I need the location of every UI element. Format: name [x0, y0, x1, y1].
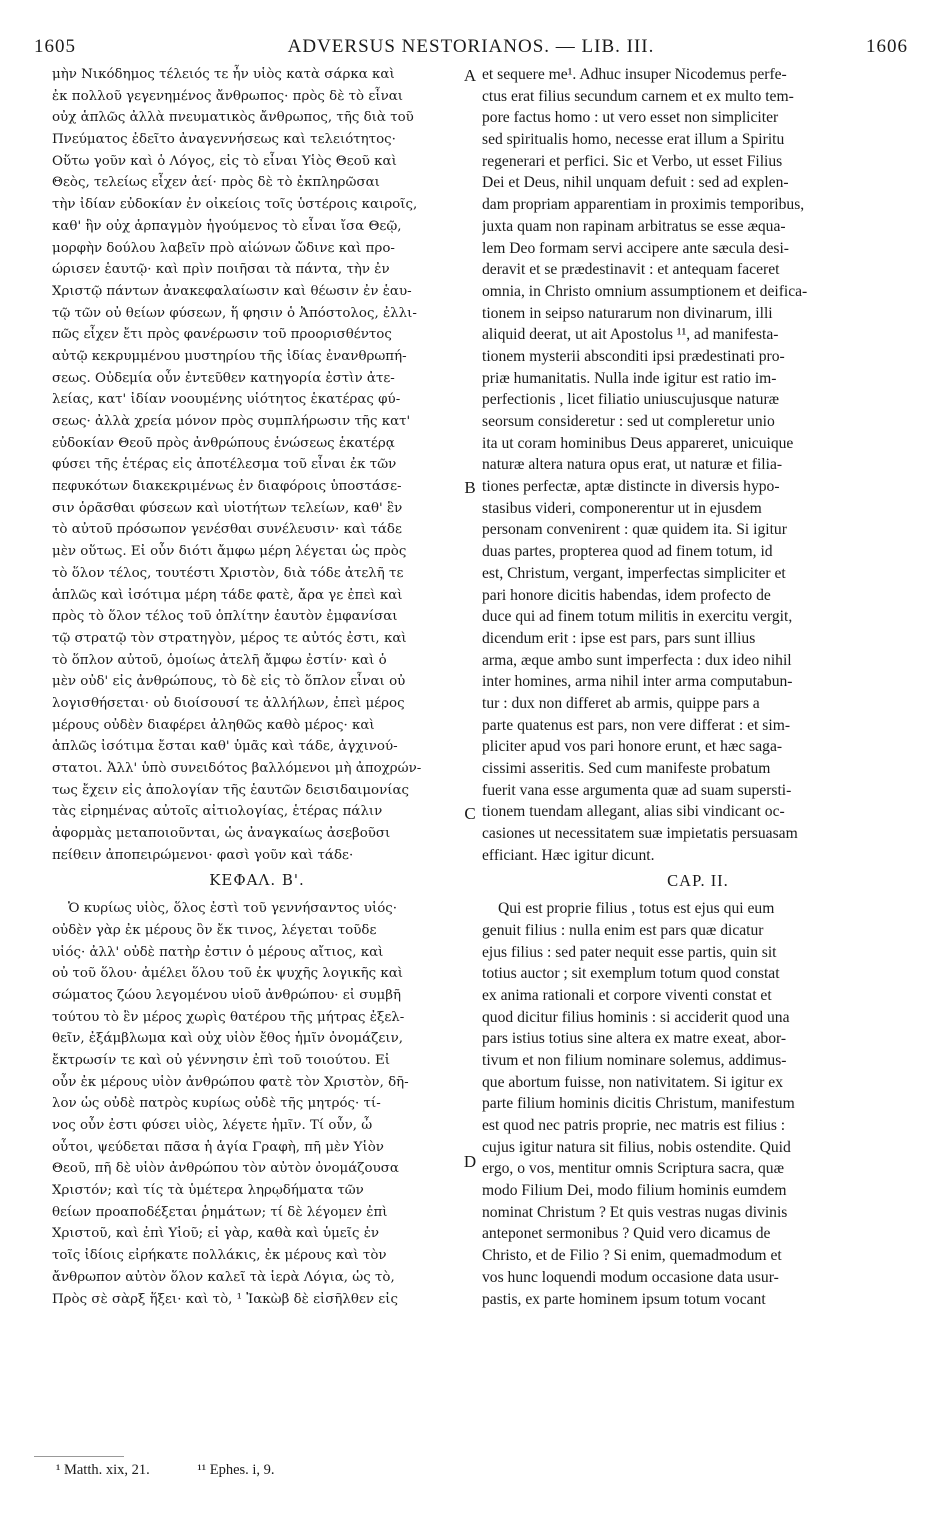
greek-text-line: ώρισεν ἑαυτῷ· καὶ πρὶν ποιῆσαι τὰ πάντα, τὴν ἐν [52, 262, 390, 278]
latin-text-line: tionem mysterii absconditi ipsi prædestinati pro- [482, 347, 785, 365]
latin-text-line: parte filium hominis dicitis Christum, manifestum [482, 1095, 795, 1113]
greek-text-line: μὲν οὐδ' εἰς ἀνθρώπους, τὸ δὲ εἰς τὸ ὅπλον εἶναι οὐ [52, 674, 406, 690]
latin-text-line: que abortum fuisse, non nativitatem. Si igitur ex [482, 1073, 783, 1091]
greek-text-line: νος οὖν ἐστι φύσει υἱὸς, λέγετε ἡμῖν. Τί οὖν, ὦ [52, 1118, 373, 1133]
latin-text-line: duas partes, propterea quod ad finem totum, id [482, 543, 773, 561]
greek-text-line: οὖν ἐκ μέρους υἱὸν ἀνθρώπου φατὲ τὸν Χριστὸν, δῆ- [52, 1074, 409, 1090]
latin-text-line: nominat Christum ? Et quis vestras nugas divinis [482, 1203, 788, 1221]
greek-text-line: σώματος ζώου λεγομένου υἱοῦ ἀνθρώπου· εἰ συμβῆ [52, 987, 401, 1003]
latin-text-line: ergo, o vos, mentitur omnis Scriptura sacra, quæ [482, 1160, 785, 1178]
greek-text-line: μορφὴν δούλου λαβεῖν πρὸ αἰώνων ὤδινε καὶ προ- [52, 240, 395, 256]
greek-text-line: στατοι. Ἀλλ' ὑπὸ συνειδότος βαλλόμενοι μὴ ἀποχρών- [52, 761, 422, 776]
greek-text-line: ἄνθρωπον αὐτὸν ὅλον καλεῖ τὰ ἱερὰ Λόγια, ὡς τὸ, [52, 1269, 395, 1285]
latin-text-line: est quod nec patris proprie, nec matris est filius : [482, 1117, 786, 1134]
greek-text-line: τὸ ὅλον τέλος, τουτέστι Χριστὸν, διὰ τόδε ἀτελῆ τε [52, 565, 404, 581]
greek-text-line: Πρὸς σὲ σὰρξ ἥξει· καὶ τὸ, ¹ Ἰακὼβ δὲ εἰσῆλθεν εἰς [52, 1291, 398, 1307]
running-header [34, 36, 908, 62]
greek-text-line: υἱός· ἀλλ' οὐδὲ πατὴρ ἐστιν ὁ μέρους αἴτιος, καὶ [52, 944, 384, 960]
greek-text-line: μὲν οὕτως. Εἰ οὖν διότι ἄμφω μέρη λέγεται ὡς πρὸς [52, 544, 407, 560]
greek-text-line: λείας, κατ' ἰδίαν νοουμένης υἱότητος ἑκατέρας φύ- [52, 392, 401, 408]
greek-text-line: Θεὸς, τελείως εἶχεν ἀεί· πρὸς δὲ τὸ ἐκπληρῶσαι [52, 175, 380, 191]
greek-text-line: τως ἔχειν εἰς ἀπολογίαν τῆς ἑαυτῶν δεισιδαιμονίας [52, 782, 410, 798]
greek-text-line: λον ὡς οὐδὲ πατρὸς κυρίως οὐδὲ τῆς μητρός· τί- [52, 1096, 381, 1112]
latin-text-line: duce qui ad finem totum militis in exercitu vergit, [482, 608, 793, 626]
latin-text-line: regenerari et perfici. Sic et Verbo, ut esset Filius [482, 152, 783, 170]
latin-text-line: juxta quam non rapinam arbitratus se esse æqua- [482, 217, 786, 235]
greek-text-line: οὐχ ἁπλῶς ἀλλὰ πνευματικὸς ἄνθρωπος, τῆς διὰ τοῦ [52, 110, 414, 126]
latin-text-line: aliquid deerat, ut ait Apostolus ¹¹, ad manifesta- [482, 326, 779, 344]
greek-text-line: τοῖς ἰδίοις εἰρήκατε πολλάκις, ἐκ μέρους καὶ τὸν [52, 1248, 387, 1264]
greek-text-line: Χριστόν; καὶ τίς τὰ ὑμέτερα ληρῳδήματα τῶν [52, 1183, 364, 1199]
latin-text-line: et sequere me¹. Adhuc insuper Nicodemus perfe- [482, 66, 787, 83]
greek-text-line: ἁπλῶς ἰσότιμα ἔσται καθ' ὑμᾶς καὶ τάδε, ἀγχινού- [52, 739, 398, 755]
greek-text-line: λογισθήσεται· οὐ διοίσουσί τε ἀλλήλων, ἐπεὶ μέρος [52, 695, 405, 711]
greek-text-line: αὐτῷ κεκρυμμένου μυστηρίου τῆς ἰδίας ἐνανθρωπή- [52, 348, 407, 364]
latin-text-line: ex anima rationali et corpore viventi constat et [482, 986, 772, 1004]
latin-text-line: deravit et se prædestinavit : et antequam faceret [482, 261, 780, 279]
page-number-right: 1606 [866, 36, 908, 57]
latin-text-line: tur : dux non differet ab armis, quippe pars a [482, 694, 760, 712]
latin-text-line: naturæ altera natura opus erat, ut naturæ et filia- [482, 456, 783, 474]
latin-text-line: tiones perfectæ, aptæ distincte in diversis hypo- [482, 478, 780, 496]
latin-text-line: quod dicitur filius hominis : si acciderit quod una [482, 1008, 790, 1026]
latin-text-line: ita ut coram hominibus Deus appareret, unicuique [482, 434, 794, 452]
latin-text-line: Qui est proprie filius , totus est ejus qui eum [498, 900, 775, 918]
latin-text-line: personam convenirent : quæ quidem ita. Si igitur [482, 521, 787, 539]
latin-text-line: ejus filius : sed pater nequit esse partis, quin sit [482, 943, 777, 961]
latin-text-line: tionem tuendam allegant, alias sibi vindicant oc- [482, 803, 785, 821]
margin-marker-b: B [464, 478, 476, 497]
greek-column [52, 64, 462, 1310]
latin-text-line: casiones ut necessitatem suæ impietatis persuasam [482, 825, 798, 843]
margin-marker-c: C [464, 804, 476, 823]
greek-text-line: τούτου τὸ ἓν μέρος χωρὶς θατέρου τῆς μήτρας ἐξελ- [52, 1009, 405, 1025]
greek-text-line: πρὸς τὸ ὅλον τέλος τοῦ ὁπλίτην ἑαυτὸν ἐμφανίσαι [52, 609, 398, 625]
greek-text-line: ἔκτρωσίν τε καὶ οὐ γέννησιν ἐπὶ τοῦ τοιούτου. Εἰ [52, 1052, 390, 1068]
greek-text-line: Πνεύματος ἐδεῖτο ἀναγεννήσεως καὶ τελειότητος· [52, 132, 396, 148]
latin-column [482, 64, 914, 1310]
latin-text-line: omnia, in Christo omnium assumptionem et deifica- [482, 282, 808, 300]
latin-text-line: parte quatenus est pars, non vere differat : et sim- [482, 716, 791, 734]
latin-text-line: genuit filius : nulla enim est pars quæ dicatur [482, 921, 764, 939]
greek-text-line: Χριστοῦ, καὶ ἐπὶ Υἱοῦ; εἰ γὰρ, καθὰ καὶ ὑμεῖς ἐν [52, 1226, 380, 1242]
greek-text-line: μὴν Νικόδημος τέλειός τε ἦν υἱὸς κατὰ σάρκα καὶ [52, 67, 395, 82]
greek-text-line: σεως· ἀλλὰ χρεία μόνον πρὸς συμπλήρωσιν τῆς κατ' [52, 414, 411, 429]
greek-text-line: τῷ τῶν οὐ θείων φύσεων, ἥ φησιν ὁ Ἀπόστολος, ἐλλι- [52, 305, 417, 321]
greek-text-line: Ὁ κυρίως υἱὸς, ὅλος ἐστὶ τοῦ γεννήσαντος υἱός· [68, 901, 398, 917]
latin-text-line: tionem in seipso naturarum non divinarum, illi [482, 304, 773, 322]
latin-text-line: efficiant. Hæc igitur dicunt. [482, 846, 655, 864]
latin-text-line: dicendum erit : ipse est pars, pars sunt illius [482, 629, 756, 647]
margin-marker-d: D [463, 1152, 477, 1171]
greek-text-line: φύσει τῆς ἑτέρας εἰς ἀποτέλεσμα τοῦ εἶναι ἐκ τῶν [52, 457, 397, 473]
greek-text-line: πῶς εἶχεν ἔτι πρὸς φανέρωσιν τοῦ προορισθέντος [52, 327, 392, 343]
running-title: ADVERSUS NESTORIANOS. — LIB. III. [287, 36, 655, 57]
greek-text-line: σεως. Οὐδεμία οὖν ἐντεῦθεν κατηγορία ἐστὶν ἀτε- [52, 370, 395, 386]
latin-text-line: arma, æque ambo sunt imperfecta : dux ideo nihil [482, 651, 792, 669]
greek-text-line: θείων προαποδέξεται ῥημάτων; τί δὲ λέγομεν ἐπὶ [52, 1204, 388, 1220]
latin-text-line: pars istius totius sine altera ex matre exeat, abor- [482, 1030, 787, 1048]
latin-text-line: tivum et non filium nominare solemus, addimus- [482, 1051, 787, 1069]
greek-text-line: τῷ στρατῷ τὸν στρατηγὸν, μέρος τε αὐτός ἐστι, καὶ [52, 630, 407, 646]
latin-text-line: pari honore dicitis habendas, idem profecto de [482, 586, 771, 604]
latin-text-line: stasibus videri, componerentur ut in ejusdem [482, 499, 762, 517]
latin-text-line: seorsum consideretur : sed ut compleretur unio [482, 413, 775, 430]
latin-text-line: pliciter apud vos pari honore erunt, et hæc saga- [482, 738, 783, 756]
latin-text-line: cissimi asseritis. Sed cum manifeste probatum [482, 760, 771, 777]
latin-text-line: dam propriam apparentiam in proximis temporibus, [482, 196, 805, 214]
latin-text-line: Dei et Deus, nihil unquam defuit : sed ad explen- [482, 174, 789, 192]
latin-text-line: perfectionis , licet filiatio uniuscujusque naturæ [482, 391, 780, 409]
greek-text-line: σιν ὁρᾶσθαι φύσεων καὶ υἱοτήτων τελείων, καθ' ἓν [52, 500, 403, 516]
greek-text-line: ἐκ πολλοῦ γεγενημένος ἄνθρωπος· πρὸς δὲ τὸ εἶναι [52, 88, 404, 104]
greek-text-line: μέρους οὐδὲν διαφέρει ἀληθῶς καθὸ μέρος· καὶ [52, 717, 375, 733]
latin-text-line: anteponet sermonibus ? Quid vero dicamus de [482, 1225, 771, 1243]
greek-text-line: οὗτοι, ψεύδεται πᾶσα ἡ ἁγία Γραφὴ, πῆ μὲν Υἱὸν [52, 1139, 384, 1155]
footnote-2: ¹¹ Ephes. i, 9. [197, 1462, 275, 1478]
latin-text-line: priæ humanitatis. Nulla inde igitur est ratio im- [482, 369, 777, 387]
footnote-separator [34, 1456, 124, 1457]
latin-text-line: lem Deo formam servi accipere ante sæcula desi- [482, 239, 789, 257]
greek-text-line: οὐδὲν γὰρ ἐκ μέρους ὂν ἔκ τινος, λέγεται τοῦδε [52, 922, 377, 938]
footnotes [56, 1462, 556, 1479]
greek-text-line: εὐδοκίαν Θεοῦ πρὸς ἀνθρώπους ἑνώσεως ἑκατέρᾳ [52, 435, 395, 451]
greek-text-line: ἀφορμὰς μεταποιοῦνται, ὡς ἀναγκαίως ἀσεβοῦσι [52, 826, 391, 842]
latin-chapter-heading: CAP. II. [667, 871, 729, 891]
greek-chapter-heading: ΚΕΦΑΛ. Β'. [209, 871, 305, 890]
greek-text-line: οὐ τοῦ ὅλου· ἀμέλει ὅλου τοῦ ἐκ ψυχῆς λογικῆς καὶ [52, 966, 404, 982]
greek-text-line: καθ' ἣν οὐχ ἁρπαγμὸν ἡγούμενος τὸ εἶναι ἴσα Θεῷ, [52, 218, 402, 234]
latin-text-line: vos hunc loquendi modum occasione data usur- [482, 1268, 779, 1286]
latin-text-line: pore factus homo : ut vero esset non simpliciter [482, 109, 779, 127]
greek-text-line: θεῖν, ἐξάμβλωμα καὶ οὐχ υἱὸν ἔθος ἡμῖν ὀνομάζειν, [52, 1031, 403, 1047]
greek-text-line: τὰς εἰρημένας αὐτοῖς αἰτιολογίας, ἑτέρας πάλιν [52, 804, 383, 820]
footnote-1: ¹ Matth. xix, 21. [56, 1462, 150, 1478]
greek-text-line: Χριστῷ πάντων ἀνακεφαλαίωσιν καὶ θέωσιν ἐν ἑαυ- [52, 283, 412, 299]
greek-text-line: τὸ αὐτοῦ πρόσωπον γενέσθαι συνέλευσιν· καὶ τάδε [52, 522, 402, 538]
latin-text-line: inter homines, arma nihil inter arma computabun- [482, 673, 793, 691]
latin-text-line: cujus igitur natura sit filius, nobis ostendite. Quid [482, 1138, 791, 1156]
greek-text-line: τὸ ὅπλον αὐτοῦ, ὁμοίως ἀτελῆ ἄμφω ἐστίν· καὶ ὁ [52, 652, 387, 668]
margin-marker-a: A [463, 66, 477, 85]
latin-text-line: est, Christum, vergant, imperfectas simpliciter et [482, 564, 786, 582]
latin-text-line: Christo, et de Filio ? Si enim, quemadmodum et [482, 1247, 782, 1265]
greek-text-line: ἁπλῶς καὶ ἰσότιμα μέρη τάδε φατὲ, ἄρα γε ἐπεὶ καὶ [52, 587, 403, 603]
greek-text-line: πεφυκότων διακεκριμένως ἐν διαφόροις ὑποστάσε- [52, 479, 402, 495]
latin-text-line: sed spiritualis homo, necesse erat illum a Spiritu [482, 131, 785, 149]
latin-text-line: ctus erat filius secundum carnem et ex multo tem- [482, 87, 794, 105]
latin-text-line: totius auctor ; sit exemplum totum quod constat [482, 965, 780, 983]
page-number-left: 1605 [34, 36, 76, 57]
greek-text-line: τὴν ἰδίαν εὐδοκίαν ἐν οἰκείοις τοῖς ὑστέροις καιροῖς, [52, 197, 418, 213]
latin-text-line: fuerit vana esse argumenta quæ ad suam supersti- [482, 781, 792, 799]
latin-text-line: pastis, ex parte hominem ipsum totum vocant [482, 1290, 766, 1308]
greek-text-line: πείθειν ἀποπειρώμενοι· φασὶ γοῦν καὶ τάδε· [52, 847, 354, 863]
greek-text-line: Θεοῦ, πῆ δὲ υἱὸν ἀνθρώπου τὸν αὐτὸν ὀνομάζουσα [52, 1161, 399, 1177]
greek-text-line: Οὕτω γοῦν καὶ ὁ Λόγος, εἰς τὸ εἶναι Υἱὸς Θεοῦ καὶ [52, 153, 397, 169]
latin-text-line: modo Filium Dei, modo filium hominis eumdem [482, 1182, 787, 1200]
